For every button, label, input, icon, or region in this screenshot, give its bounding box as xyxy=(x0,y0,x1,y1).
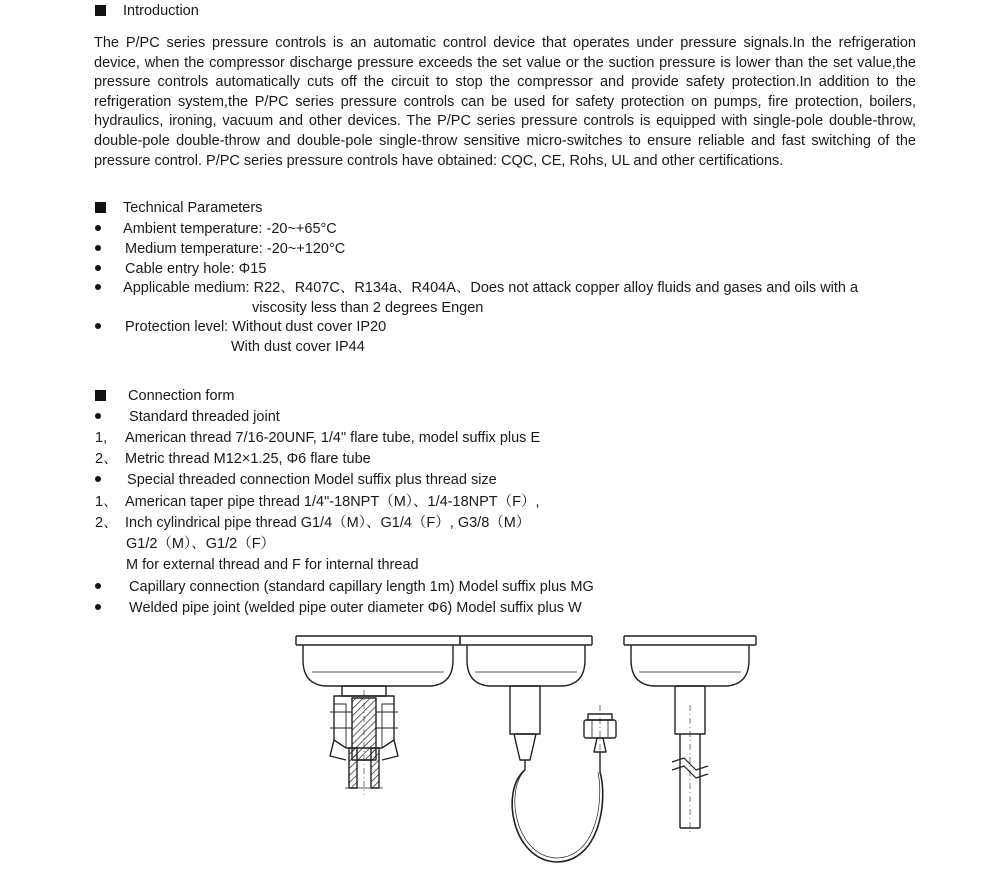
tech-heading: Technical Parameters xyxy=(123,200,263,216)
bullet-dot-icon xyxy=(95,284,101,290)
tech-ambient: Ambient temperature: -20~+65°C xyxy=(123,221,337,237)
conn-standard-row xyxy=(95,408,280,427)
conn-special-row xyxy=(95,471,497,490)
conn-welded-row xyxy=(95,599,582,618)
threaded-joint-diagram xyxy=(296,636,460,795)
list-number: 2、 xyxy=(95,451,118,467)
intro-heading: Introduction xyxy=(123,3,199,19)
bullet-dot-icon xyxy=(95,265,101,271)
conn-capillary-row xyxy=(95,578,594,597)
intro-heading-row xyxy=(95,2,199,21)
tech-protection-row xyxy=(95,318,386,337)
bullet-dot-icon xyxy=(95,245,101,251)
bullet-dot-icon xyxy=(95,323,101,329)
conn-std-2-text: Metric thread M12×1.25, Φ6 flare tube xyxy=(125,451,371,467)
conn-std-item-2 xyxy=(95,450,371,469)
conn-sp-note: M for external thread and F for internal thread xyxy=(126,557,419,573)
bullet-dot-icon xyxy=(95,225,101,231)
tech-protection-line2: With dust cover IP44 xyxy=(231,339,365,355)
conn-heading: Connection form xyxy=(128,388,235,404)
tech-ambient-row xyxy=(95,220,337,239)
tech-cable: Cable entry hole: Φ15 xyxy=(125,261,267,277)
conn-sp-2-text: Inch cylindrical pipe thread G1/4（M）、G1/4（F）, G3/8（M） xyxy=(125,515,531,531)
connection-types-illustration xyxy=(280,628,770,878)
list-number: 2、 xyxy=(95,515,118,531)
bullet-dot-icon xyxy=(95,604,101,610)
conn-sp-2-continued: G1/2（M）、G1/2（F） xyxy=(126,536,276,552)
conn-std-1-text: American thread 7/16-20UNF, 1/4" flare tube, model suffix plus E xyxy=(125,430,541,446)
bullet-dot-icon xyxy=(95,413,101,419)
square-bullet-icon xyxy=(95,202,106,213)
list-number: 1, xyxy=(95,430,108,446)
square-bullet-icon xyxy=(95,390,106,401)
tech-heading-row xyxy=(95,199,262,218)
bullet-dot-icon xyxy=(95,583,101,589)
bullet-dot-icon xyxy=(95,476,101,482)
conn-special: Special threaded connection Model suffix plus thread size xyxy=(127,472,497,488)
tech-applicable-row xyxy=(95,279,858,298)
conn-sp-1-text: American taper pipe thread 1/4"-18NPT（M）、1/4-18NPT（F）, xyxy=(125,494,540,510)
conn-sp-item-2 xyxy=(95,514,531,533)
welded-joint-diagram xyxy=(624,636,756,835)
conn-sp-item-1 xyxy=(95,493,540,512)
tech-protection-line1: Protection level: Without dust cover IP20 xyxy=(125,319,387,335)
tech-medium: Medium temperature: -20~+120°C xyxy=(125,241,346,257)
list-number: 1、 xyxy=(95,494,118,510)
intro-paragraph: The P/PC series pressure controls is an automatic control device that operates under pressure signals.In the refrigeration device, when the compressor discharge pressure exceeds the set value or the suction pressure is lower than the set value,the pressure controls automatically cuts off the circuit to stop the compressor and provide safety protection.In addition to the refrigeration system,the P/PC series pressure controls can be used for safety protection on pumps, fire protection, boilers, hydraulics, ironing, vacuum and other devices. The P/PC series pressure controls is equipped with single-pole double-throw, double-pole double-throw and double-pole single-throw sensitive micro-switches to ensure reliable and fast switching of the pressure control. P/PC series pressure controls have obtained: CQC, CE, Rohs, UL and other certifications. xyxy=(94,35,916,169)
conn-capillary: Capillary connection (standard capillary length 1m) Model suffix plus MG xyxy=(129,579,594,595)
tech-cable-row xyxy=(95,260,266,279)
conn-standard: Standard threaded joint xyxy=(129,409,280,425)
conn-heading-row xyxy=(95,387,234,406)
capillary-connection-diagram xyxy=(460,636,616,862)
conn-std-item-1 xyxy=(95,429,541,448)
tech-applicable-line2: viscosity less than 2 degrees Engen xyxy=(252,300,484,316)
tech-medium-row xyxy=(95,240,345,259)
conn-welded: Welded pipe joint (welded pipe outer diameter Φ6) Model suffix plus W xyxy=(129,600,582,616)
tech-applicable-line1: Applicable medium: R22、R407C、R134a、R404A、Does not attack copper alloy fluids and gases and oils with a xyxy=(123,280,859,296)
square-bullet-icon xyxy=(95,5,106,16)
